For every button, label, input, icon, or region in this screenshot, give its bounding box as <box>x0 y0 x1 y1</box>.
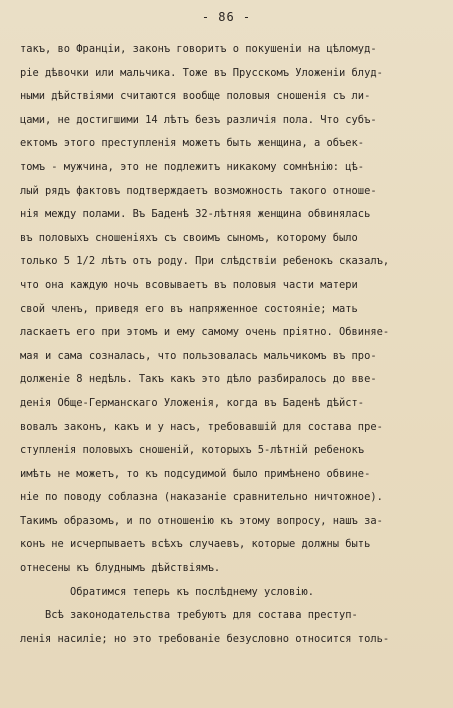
text-line: отнесены къ блуднымъ дѣйствіямъ. <box>20 562 221 575</box>
page-number: - 86 - <box>201 10 252 24</box>
text-line: ласкаетъ его при этомъ и ему самому очень пріятно. Обвиняе- <box>20 326 390 339</box>
text-line: Обратимся теперь къ послѣднему условію. <box>20 585 315 598</box>
text-line: ленія насиліе; но это требованіе безусловно относится толь- <box>20 632 390 645</box>
text-line: имѣть не можетъ, то къ подсудимой было примѣнено обвине- <box>20 467 371 480</box>
text-line: такъ, во Франціи, законъ говоритъ о покушеніи на цѣломуд- <box>20 43 377 55</box>
text-line: томъ - мужчина, это не подлежитъ никакому сомнѣнію: цѣ- <box>20 160 365 173</box>
text-line: цами, не достигшими 14 лѣтъ безъ различія пола. Что субъ- <box>20 113 377 126</box>
text-line: мая и сама созналась, что пользовалась мальчикомъ въ про- <box>20 349 377 362</box>
text-line: въ половыхъ сношеніяхъ съ своимъ сыномъ, которому было <box>20 231 358 244</box>
text-line: долженіе 8 недѣль. Такъ какъ это дѣло разбиралось до вве- <box>20 373 377 386</box>
text-line: вовалъ законъ, какъ и у насъ, требовавшій для состава пре- <box>20 420 383 433</box>
text-line: лый рядъ фактовъ подтверждаетъ возможность такого отноше- <box>20 184 377 197</box>
text-line: ектомъ этого преступленія можетъ быть женщина, а объек- <box>20 137 365 150</box>
text-line: Такимъ образомъ, и по отношенію къ этому вопросу, нашъ за- <box>20 514 383 527</box>
text-line: денія Обще-Германскаго Уложенія, когда въ Баденѣ дѣйст- <box>20 396 365 409</box>
text-line: что она каждую ночь всовываетъ въ половыя части матери <box>20 278 358 291</box>
text-line: Всѣ законодательства требуютъ для состава преступ- <box>20 609 358 622</box>
text-line: ріе дѣвочки или мальчика. Тоже въ Прусскомъ Уложеніи блуд- <box>20 66 383 79</box>
text-line: конъ не исчерпываетъ всѣхъ случаевъ, которые должны быть <box>20 538 371 551</box>
text-line: свой членъ, приведя его въ напряженное состояніе; мать <box>20 302 358 315</box>
text-line: ступленія половыхъ сношеній, которыхъ 5-лѣтній ребенокъ <box>20 444 365 457</box>
body-text <box>20 38 442 651</box>
text-line: только 5 1/2 лѣтъ отъ роду. При слѣдствіи ребенокъ сказалъ, <box>20 255 390 268</box>
text-line: ными дѣйствіями считаются вообще половыя сношенія съ ли- <box>20 90 371 103</box>
text-line: нія между полами. Въ Баденѣ 32-лѣтняя женщина обвинялась <box>20 208 371 221</box>
text-line: ніе по поводу соблазна (наказаніе сравнительно ничтожное). <box>20 491 383 504</box>
